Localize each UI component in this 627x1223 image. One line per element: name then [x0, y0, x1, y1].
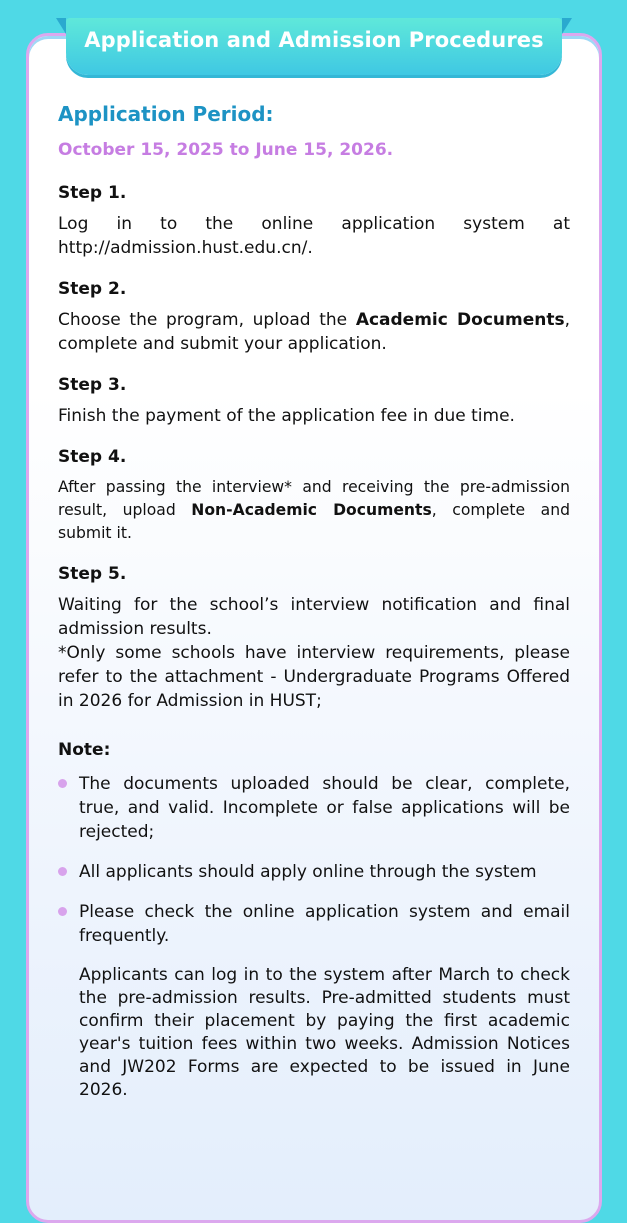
bullet-dot-icon — [58, 779, 67, 788]
page-title: Application and Admission Procedures — [84, 28, 544, 52]
step-3 — [58, 373, 570, 428]
bullet-dot-icon — [58, 907, 67, 916]
application-period-label: Application Period: — [58, 102, 274, 126]
title-banner — [66, 18, 562, 75]
step-body: Finish the payment of the application fee in due time. — [58, 406, 515, 426]
interview-footnote: *Only some schools have interview requirements, please refer to the attachment - Undergraduate Programs Offered in 2026 for Admission in HUST; — [58, 643, 570, 711]
step-1 — [58, 181, 570, 260]
note-item — [58, 860, 570, 884]
step-title: Step 3. — [58, 375, 127, 395]
step-body-text: Choose the program, upload the — [58, 310, 356, 330]
note-item-text: The documents uploaded should be clear, complete, true, and valid. Incomplete or false applications will be rejected; — [79, 774, 570, 842]
bullet-dot-icon — [58, 867, 67, 876]
step-2 — [58, 277, 570, 356]
step-body-text: , complete and submit it. — [58, 501, 570, 542]
step-title: Step 1. — [58, 183, 127, 203]
step-body: Waiting for the school’s interview notification and final admission results. — [58, 595, 570, 639]
note-item-text: All applicants should apply online through the system — [79, 862, 537, 882]
step-body — [58, 476, 570, 545]
note-item — [58, 900, 570, 948]
step-title: Step 4. — [58, 447, 127, 467]
non-academic-documents-emphasis: Non-Academic Documents — [191, 501, 432, 519]
application-period-value: October 15, 2025 to June 15, 2026. — [58, 140, 394, 160]
note-item-text: Please check the online application system and email frequently. — [79, 902, 570, 946]
step-title: Step 5. — [58, 564, 127, 584]
step-4 — [58, 445, 570, 545]
pre-admission-note: Applicants can log in to the system after March to check the pre-admission results. Pre-admitted students must confirm their placement by paying the first academic year's tuition fees within two weeks. Admission Notices and JW202 Forms are expected to be issued in June 2026. — [79, 965, 570, 1100]
note-title: Note: — [58, 740, 111, 760]
step-title: Step 2. — [58, 279, 127, 299]
step-body: Log in to the online application system at http://admission.hust.edu.cn/. — [58, 214, 570, 258]
step-body — [58, 308, 570, 356]
academic-documents-emphasis: Academic Documents — [355, 310, 565, 330]
step-body-text: , complete and submit your application. — [58, 310, 570, 354]
step-body-text: After passing the interview* and receiving the pre-admission result, upload — [58, 478, 570, 519]
procedure-content — [58, 100, 570, 1102]
note-item — [58, 772, 570, 844]
step-5 — [58, 562, 570, 713]
